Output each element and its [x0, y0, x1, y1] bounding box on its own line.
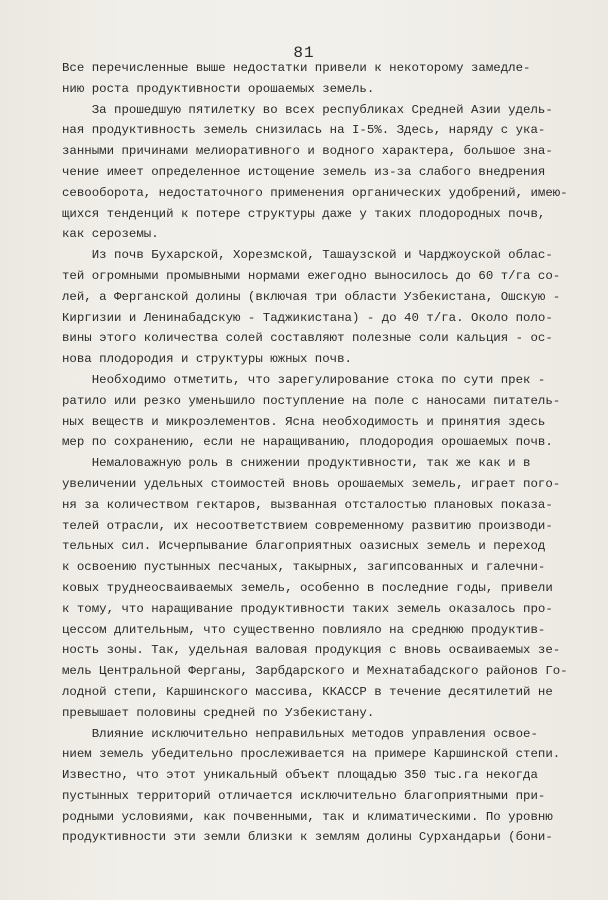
text-line: к освоению пустынных песчаных, такырных, загипсованных и галечни- — [62, 560, 546, 575]
text-line: ная продуктивность земель снизилась на I-5%. Здесь, наряду с ука- — [62, 123, 546, 138]
text-line: цессом длительным, что существенно повлияло на среднюю продуктив- — [62, 622, 546, 637]
text-line: Известно, что этот уникальный объект площадью 350 тыс.га некогда — [62, 768, 538, 783]
text-line: пустынных территорий отличается исключительно благоприятными при- — [62, 788, 546, 803]
text-line: ных веществ и микроэлементов. Ясна необходимость и принятия здесь — [62, 414, 546, 429]
text-line: мер по сохранению, если не наращиванию, плодородия орошаемых почв. — [62, 435, 553, 450]
text-line: продуктивности эти земли близки к землям долины Сурхандарьи (бони- — [62, 830, 553, 845]
text-line: севооборота, недостаточного применения органических удобрений, имею- — [62, 185, 568, 200]
text-line: Все перечисленные выше недостатки привели к некоторому замедле- — [62, 61, 531, 75]
text-line: телей отрасли, их несоответствием современному развитию производи- — [62, 518, 553, 533]
text-line: ковых труднеосваиваемых земель, особенно в последние годы, привели — [62, 580, 553, 595]
text-line: За прошедшую пятилетку во всех республиках Средней Азии удель- — [62, 102, 553, 117]
text-line: как сероземы. — [62, 227, 159, 242]
text-line: мель Центральной Ферганы, Зарбдарского и Мехнатабадского районов Го- — [62, 664, 568, 679]
text-line: лей, а Ферганской долины (включая три области Узбекистана, Ошскую - — [62, 289, 561, 304]
text-line: увеличении удельных стоимостей вновь орошаемых земель, играет пого- — [62, 476, 561, 491]
text-line: вины этого количества солей составляют полезные соли кальция - ос- — [62, 331, 553, 346]
text-line: Необходимо отметить, что зарегулирование стока по сути прек - — [62, 372, 546, 387]
page-number: 81 — [293, 44, 315, 62]
text-line: тельных сил. Исчерпывание благоприятных оазисных земель и переход — [62, 539, 546, 554]
text-line: ность зоны. Так, удельная валовая продукция с вновь осваиваемых зе- — [62, 643, 561, 658]
text-line: нию роста продуктивности орошаемых земель. — [62, 81, 375, 96]
text-line: щихся тенденций к потере структуры даже у таких плодородных почв, — [62, 206, 546, 221]
text-line: тей огромными промывными нормами ежегодно выносилось до 60 т/га со- — [62, 268, 561, 283]
text-line: Немаловажную роль в снижении продуктивности, так же как и в — [62, 456, 531, 471]
body-text — [62, 58, 582, 848]
text-line: чение имеет определенное истощение земель из-за слабого внедрения — [62, 164, 546, 179]
text-line: Влияние исключительно неправильных методов управления освое- — [62, 726, 538, 741]
text-line: Из почв Бухарской, Хорезмской, Ташаузской и Чарджоуской облас- — [62, 248, 553, 263]
text-line: нова плодородия и структуры южных почв. — [62, 352, 352, 367]
text-line: ня за количеством гектаров, вызванная отсталостью плановых показа- — [62, 497, 553, 512]
text-line: занными причинами мелиоративного и водного характера, большое зна- — [62, 144, 553, 159]
text-line: родными условиями, как почвенными, так и климатическими. По уровню — [62, 809, 553, 824]
text-line: нием земель убедительно прослеживается на примере Каршинской степи. — [62, 747, 561, 762]
text-line: лодной степи, Каршинского массива, ККАССР в течение десятилетий не — [62, 684, 553, 699]
text-line: к тому, что наращивание продуктивности таких земель оказалось про- — [62, 601, 553, 616]
text-line: ратило или резко уменьшило поступление на поле с наносами питатель- — [62, 393, 561, 408]
text-line: превышает половины средней по Узбекистану. — [62, 705, 375, 720]
text-line: Киргизии и Ленинабадскую - Таджикистана) - до 40 т/га. Около поло- — [62, 310, 553, 325]
